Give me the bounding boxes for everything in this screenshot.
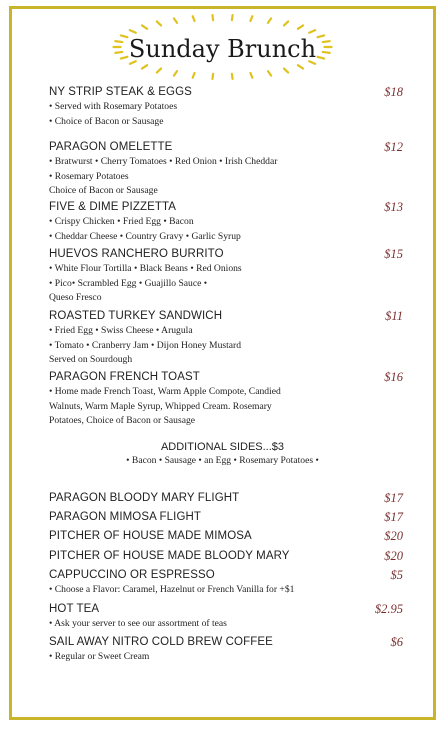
item-description: • Fried Egg • Swiss Cheese • Arugula: [49, 325, 193, 336]
item-price: $2.95: [374, 602, 403, 616]
menu-item: [49, 568, 409, 598]
menu-item: [49, 309, 409, 368]
item-name: PARAGON OMELETTE: [49, 141, 173, 153]
item-description: Served on Sourdough: [49, 354, 133, 366]
menu-item: [49, 635, 409, 665]
item-name: FIVE & DIME PIZZETTA: [49, 201, 177, 213]
item-description: • Tomato • Cranberry Jam • Dijon Honey Mustard: [49, 339, 242, 351]
item-name: SAIL AWAY NITRO COLD BREW COFFEE: [49, 636, 273, 648]
sunburst-ray: [268, 18, 271, 22]
sunburst-ray: [174, 71, 177, 75]
item-name: ROASTED TURKEY SANDWICH: [49, 310, 223, 322]
menu-item: [49, 140, 409, 199]
item-description: • Cheddar Cheese • Country Gravy • Garlic Syrup: [49, 230, 241, 242]
menu-item: [49, 200, 409, 244]
item-price: $11: [385, 309, 403, 323]
item-description: Walnuts, Warm Maple Syrup, Whipped Cream. Rosemary: [49, 400, 272, 412]
item-name: PARAGON FRENCH TOAST: [49, 371, 200, 383]
sunburst-ray: [157, 69, 161, 73]
item-description: • Choice of Bacon or Sausage: [49, 115, 164, 127]
item-price: $20: [384, 529, 403, 543]
item-name: PITCHER OF HOUSE MADE BLOODY MARY: [49, 550, 290, 562]
menu-item: [49, 529, 409, 544]
item-description: • Home made French Toast, Warm Apple Compote, Candied: [49, 386, 281, 397]
item-price: $18: [384, 85, 403, 99]
item-price: $15: [384, 247, 403, 261]
item-description: • Bratwurst • Cherry Tomatoes • Red Onion • Irish Cheddar: [49, 156, 278, 167]
item-name: HOT TEA: [49, 603, 100, 615]
item-name: PITCHER OF HOUSE MADE MIMOSA: [49, 530, 252, 542]
item-name: PARAGON MIMOSA FLIGHT: [49, 511, 202, 523]
sunburst-ray: [250, 16, 252, 21]
menu-item: [49, 549, 409, 564]
item-name: PARAGON BLOODY MARY FLIGHT: [49, 492, 240, 504]
item-name: CAPPUCCINO OR ESPRESSO: [49, 569, 215, 581]
item-description: • Rosemary Potatoes: [49, 170, 129, 182]
item-description: Potatoes, Choice of Bacon or Sausage: [49, 415, 196, 427]
menu-frame: [9, 6, 436, 720]
item-description: • Regular or Sweet Cream: [49, 651, 150, 662]
sunburst-ray: [232, 15, 233, 20]
item-price: $12: [384, 140, 403, 154]
sunburst-ray: [142, 25, 147, 28]
sunburst-ray: [232, 74, 233, 79]
menu-item: [49, 370, 409, 429]
menu-item: [49, 491, 409, 506]
sunburst-ray: [284, 21, 288, 25]
item-description: • Served with Rosemary Potatoes: [49, 101, 178, 112]
menu-title: Sunday Brunch: [128, 35, 317, 63]
menu-item: [49, 510, 409, 525]
item-description: • Crispy Chicken • Fried Egg • Bacon: [49, 216, 194, 227]
item-price: $5: [390, 568, 403, 582]
item-price: $17: [384, 510, 403, 524]
sunburst-ray: [193, 16, 195, 21]
item-price: $20: [384, 549, 403, 563]
sunburst-ray: [298, 25, 303, 28]
title-block: [12, 9, 433, 87]
item-name: HUEVOS RANCHERO BURRITO: [49, 248, 224, 260]
sunburst-ray: [174, 18, 177, 22]
sunburst-ray: [298, 65, 303, 68]
sunburst-ray: [130, 30, 136, 33]
sunburst-ray: [212, 15, 213, 20]
sunburst-ray: [250, 73, 252, 78]
item-description: • White Flour Tortilla • Black Beans • Red Onions: [49, 263, 242, 274]
item-description: • Choose a Flavor: Caramel, Hazelnut or French Vanilla for +$1: [49, 584, 295, 595]
item-price: $17: [384, 491, 403, 505]
additional-sides-title: ADDITIONAL SIDES...$3: [160, 441, 285, 453]
sunburst-ray: [193, 73, 195, 78]
item-price: $16: [384, 370, 403, 384]
item-price: $13: [384, 200, 403, 214]
menu-item: [49, 247, 409, 306]
additional-sides-list: • Bacon • Sausage • an Egg • Rosemary Potatoes •: [126, 455, 319, 466]
sunburst-ray: [309, 30, 315, 33]
sunburst-ray: [142, 65, 147, 68]
sunburst-ray: [157, 21, 161, 25]
item-description: Choice of Bacon or Sausage: [49, 185, 158, 197]
item-description: • Ask your server to see our assortment of teas: [49, 618, 227, 629]
item-description: Queso Fresco: [49, 292, 102, 304]
item-name: NY STRIP STEAK & EGGS: [49, 86, 192, 98]
sunburst-ray: [284, 69, 288, 73]
menu-item: [49, 602, 409, 632]
item-price: $6: [390, 635, 403, 649]
item-description: • Pico• Scrambled Egg • Guajillo Sauce •: [49, 277, 208, 289]
menu-item: [49, 85, 409, 129]
sunburst-ray: [212, 74, 213, 79]
sunburst-ray: [268, 71, 271, 75]
